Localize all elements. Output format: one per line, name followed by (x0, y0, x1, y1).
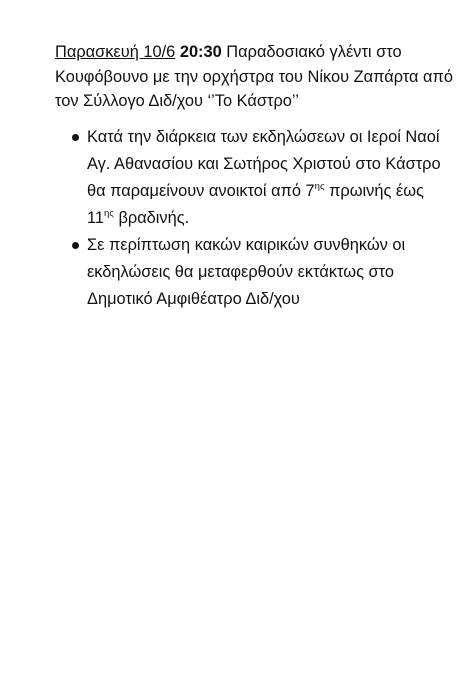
list-item (55, 124, 455, 232)
notes-list (55, 124, 455, 313)
note-text: πρωινής έως 11 (87, 182, 424, 227)
note-text: βραδινής. (113, 209, 190, 227)
list-item (55, 232, 455, 313)
ordinal-suffix: ης (314, 180, 325, 192)
bullet-icon (72, 242, 79, 249)
bullet-icon (72, 134, 79, 141)
note-text: Σε περίπτωση κακών καιρικών συνθηκών οι εκδηλώσεις θα μεταφερθούν εκτάκτως στο Δημοτικό Αμφιθέατρο Διδ/χου (87, 236, 406, 308)
ordinal-suffix: ης (104, 207, 114, 219)
event-description: Παραδοσιακό γλέντι στο Κουφόβουνο με την ορχήστρα του Νίκου Ζαπάρτα από τον Σύλλογο Διδ/χου ‘’Το Κάστρο’’ (55, 43, 453, 111)
event-date: Παρασκευή 10/6 (55, 43, 176, 61)
event-time: 20:30 (179, 43, 222, 61)
event-paragraph (55, 40, 455, 114)
note-text: Κατά την διάρκεια των εκδηλώσεων οι Ιεροί Ναοί Αγ. Αθανασίου και Σωτήρος Χριστού στο Κάστρο θα παραμείνουν ανοικτοί από 7 (87, 128, 441, 200)
